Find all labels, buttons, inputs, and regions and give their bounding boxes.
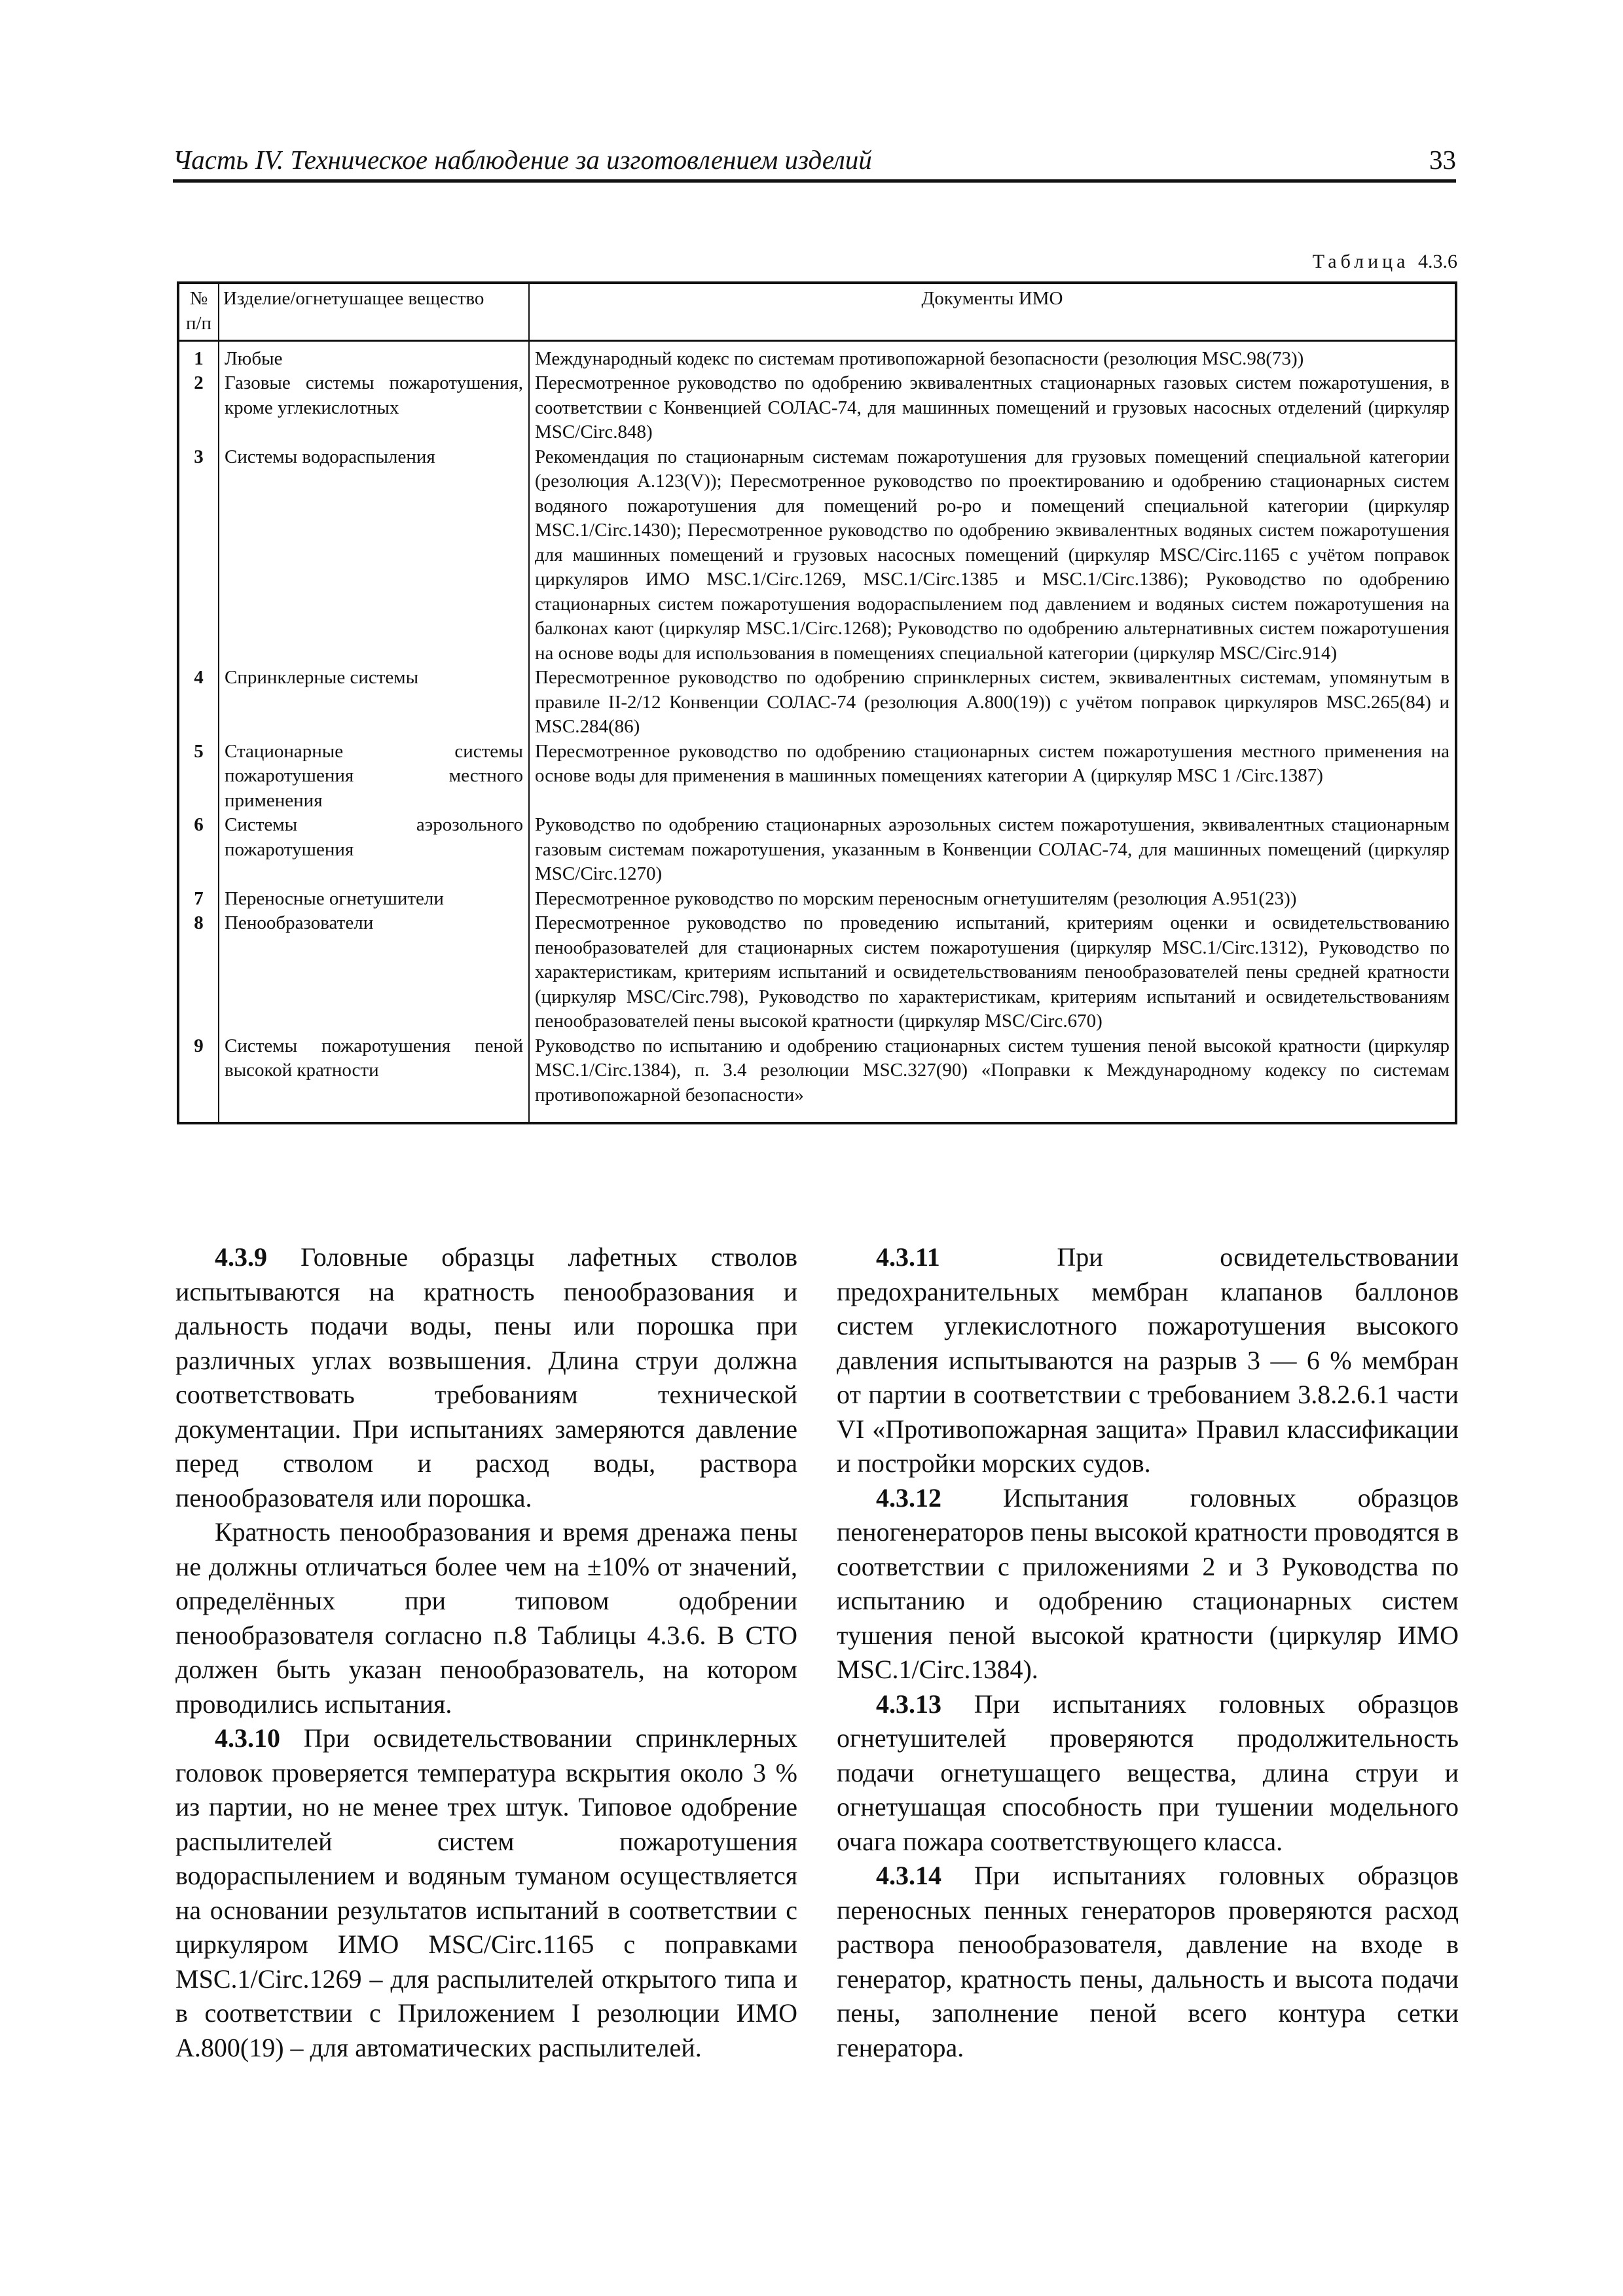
text-column-right xyxy=(837,1240,1459,2065)
row-number: 1 xyxy=(178,340,219,371)
page-header xyxy=(173,145,1456,183)
row-number: 4 xyxy=(178,666,219,740)
paragraph-text: При освидетельствовании спринклерных головок проверяется температура вскрытия около 3 % из партии, но не менее трех штук. Типовое одобрение распылителей систем пожаротушения водораспылением и водяным туманом осуществляется на основании результатов испытаний в соответствии с циркуляром ИМО MSC/Circ.1165 с поправками MSC.1/Circ.1269 – для распылителей открытого типа и в соответствии с Приложением I резолюции ИМО A.800(19) – для автоматических распылителей. xyxy=(175,1723,797,2062)
row-number: 8 xyxy=(178,911,219,1034)
header-documents: Документы ИМО xyxy=(529,283,1456,340)
table-row xyxy=(178,371,1456,445)
table-row xyxy=(178,911,1456,1034)
table-row xyxy=(178,887,1456,912)
row-number: 5 xyxy=(178,740,219,814)
table-caption-label: Таблица xyxy=(1312,251,1410,272)
paragraph-number: 4.3.11 xyxy=(876,1242,940,1272)
header-item: Изделие/огнетушащее вещество xyxy=(219,283,529,340)
page-number: 33 xyxy=(1429,145,1456,175)
row-item: Стационарные системы пожаротушения местного применения xyxy=(219,740,529,814)
paragraph-number: 4.3.9 xyxy=(215,1242,267,1272)
row-documents: Пересмотренное руководство по морским переносным огнетушителям (резолюция A.951(23)) xyxy=(529,887,1456,912)
row-documents: Международный кодекс по системам противопожарной безопасности (резолюция MSC.98(73)) xyxy=(529,340,1456,371)
imo-documents-table xyxy=(177,281,1457,1124)
row-number: 7 xyxy=(178,887,219,912)
row-item: Спринклерные системы xyxy=(219,666,529,740)
row-documents: Руководство по испытанию и одобрению стационарных систем тушения пеной высокой кратности (циркуляр MSC.1/Circ.1384), п. 3.4 резолюции MSC.327(90) «Поправки к Международному кодексу по системам противопожарной безопасности» xyxy=(529,1034,1456,1124)
row-item: Газовые системы пожаротушения, кроме углекислотных xyxy=(219,371,529,445)
header-number: № п/п xyxy=(178,283,219,340)
paragraph-text: Головные образцы лафетных стволов испытываются на кратность пенообразования и дальность подачи воды, пены или порошка при различных углах возвышения. Длина струи должна соответствовать требованиям технической документации. При испытаниях замеряются давление перед стволом и расход воды, раствора пенообразователя или порошка. xyxy=(175,1242,797,1513)
row-item: Любые xyxy=(219,340,529,371)
paragraph-number: 4.3.10 xyxy=(215,1723,280,1753)
table-row xyxy=(178,340,1456,371)
table-header-row xyxy=(178,283,1456,340)
table-row xyxy=(178,1034,1456,1124)
row-number: 9 xyxy=(178,1034,219,1124)
row-documents: Руководство по одобрению стационарных аэрозольных систем пожаротушения, эквивалентных стационарным газовым системам пожаротушения, указанным в Конвенции СОЛАС-74, для машинных помещений (циркуляр MSC/Circ.1270) xyxy=(529,813,1456,887)
table-caption xyxy=(1313,251,1457,273)
header-title: Часть IV. Техническое наблюдение за изготовлением изделий xyxy=(173,145,872,175)
paragraph-number: 4.3.14 xyxy=(876,1861,941,1890)
paragraph-number: 4.3.12 xyxy=(876,1482,941,1513)
paragraph-4-3-9 xyxy=(175,1240,797,1515)
paragraph-4-3-11 xyxy=(837,1240,1459,1481)
paragraph-4-3-12 xyxy=(837,1481,1459,1687)
paragraph-4-3-14 xyxy=(837,1859,1459,2065)
paragraph-4-3-10 xyxy=(175,1721,797,2065)
table-row xyxy=(178,740,1456,814)
row-documents: Пересмотренное руководство по одобрению стационарных систем пожаротушения местного применения на основе воды для применения в машинных помещениях категории А (циркуляр MSC 1 /Circ.1387) xyxy=(529,740,1456,814)
row-documents: Пересмотренное руководство по одобрению спринклерных систем, эквивалентных системам, упомянутым в правиле II-2/12 Конвенции СОЛАС-74 (резолюция A.800(19)) с учётом поправок циркуляров MSC.265(84) и MSC.284(86) xyxy=(529,666,1456,740)
text-column-left xyxy=(175,1240,797,2065)
paragraph-number: 4.3.13 xyxy=(876,1689,941,1719)
paragraph-text: При испытаниях головных образцов огнетушителей проверяются продолжительность подачи огнетушащего вещества, длина струи и огнетушащая способность при тушении модельного очага пожара соответствующего класса. xyxy=(837,1689,1459,1856)
row-number: 6 xyxy=(178,813,219,887)
paragraph-text: Испытания головных образцов пеногенераторов пены высокой кратности проводятся в соответствии с приложениями 2 и 3 Руководства по испытанию и одобрению стационарных систем тушения пеной высокой кратности (циркуляр ИМО MSC.1/Circ.1384). xyxy=(837,1482,1459,1684)
row-item: Системы аэрозольного пожаротушения xyxy=(219,813,529,887)
paragraph-4-3-13 xyxy=(837,1687,1459,1859)
row-item: Системы пожаротушения пеной высокой кратности xyxy=(219,1034,529,1124)
row-documents: Пересмотренное руководство по проведению испытаний, критериям оценки и освидетельствованию пенообразователей для стационарных систем пожаротушения (циркуляр MSC.1/Circ.1312), Руководство по характеристикам, критериям испытаний и освидетельствованиям пенообразователей пены средней кратности (циркуляр MSC/Circ.798), Руководство по характеристикам, критериям испытаний и освидетельствованиям пенообразователей пены высокой кратности (циркуляр MSC/Circ.670) xyxy=(529,911,1456,1034)
row-documents: Пересмотренное руководство по одобрению эквивалентных стационарных газовых систем пожаротушения, в соответствии с Конвенцией СОЛАС-74, для машинных помещений и грузовых насосных отделений (циркуляр MSC/Circ.848) xyxy=(529,371,1456,445)
row-number: 2 xyxy=(178,371,219,445)
table-row xyxy=(178,666,1456,740)
row-item: Пенообразователи xyxy=(219,911,529,1034)
paragraph-text: При освидетельствовании предохранительных мембран клапанов баллонов систем углекислотного пожаротушения высокого давления испытываются на разрыв 3 — 6 % мембран от партии в соответствии с требованием 3.8.2.6.1 части VI «Противопожарная защита» Правил классификации и постройки морских судов. xyxy=(837,1242,1459,1478)
row-number: 3 xyxy=(178,445,219,666)
paragraph-text: Кратность пенообразования и время дренажа пены не должны отличаться более чем на ±10% от значений, определённых при типовом одобрении пенообразователя согласно п.8 Таблицы 4.3.6. В СТО должен быть указан пенообразователь, на котором проводились испытания. xyxy=(175,1517,797,1719)
table-row xyxy=(178,813,1456,887)
table-row xyxy=(178,445,1456,666)
paragraph-4-3-9-continued xyxy=(175,1515,797,1721)
row-documents: Рекомендация по стационарным системам пожаротушения для грузовых помещений специальной категории (резолюция A.123(V)); Пересмотренное руководство по проектированию и одобрению стационарных систем водяного пожаротушения для помещений ро-ро и помещений специальной категории (циркуляр MSC.1/Circ.1430); Пересмотренное руководство по одобрению эквивалентных водяных систем пожаротушения для машинных помещений и грузовых насосных помещений (циркуляр MSC/Circ.1165 с учётом поправок циркуляров ИМО MSC.1/Circ.1269, MSC.1/Circ.1385 и MSC.1/Circ.1386); Руководство по одобрению стационарных систем пожаротушения водораспылением под давлением и водяных систем пожаротушения на балконах кают (циркуляр MSC.1/Circ.1268); Руководство по одобрению альтернативных систем пожаротушения на основе воды для использования в помещениях специальной категории (циркуляр MSC/Circ.914) xyxy=(529,445,1456,666)
table-caption-number: 4.3.6 xyxy=(1418,251,1457,272)
paragraph-text: При испытаниях головных образцов переносных пенных генераторов проверяются расход раствора пенообразователя, давление на входе в генератор, кратность пены, дальность и высота подачи пены, заполнение пеной всего контура сетки генератора. xyxy=(837,1861,1459,2062)
row-item: Системы водораспыления xyxy=(219,445,529,666)
row-item: Переносные огнетушители xyxy=(219,887,529,912)
